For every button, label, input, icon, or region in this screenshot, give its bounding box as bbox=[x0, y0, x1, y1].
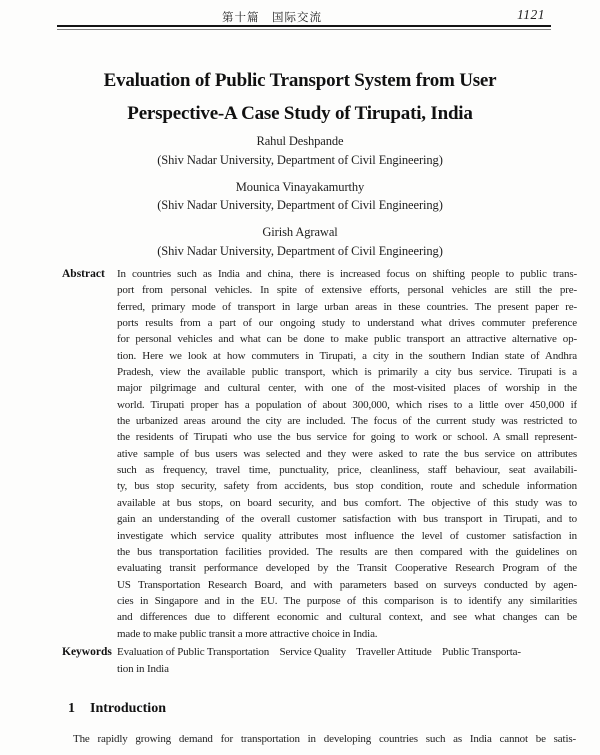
abstract-line: major pilgrimage and cultural center, with one of the most-visited places of worship in the bbox=[117, 382, 577, 395]
abstract-line: ative sample of bus users was selected and they were asked to rate the bus service on attributes bbox=[117, 447, 577, 460]
author-affiliation: (Shiv Nadar University, Department of Civil Engineering) bbox=[157, 198, 443, 213]
keywords-line2: tion in India bbox=[117, 663, 169, 675]
paper-title-line2: Perspective-A Case Study of Tirupati, India bbox=[127, 103, 473, 124]
page-number: 1121 bbox=[517, 7, 545, 22]
section-heading-introduction bbox=[68, 701, 166, 717]
abstract-line: Pradesh, view the available public transport, which is primarily a city bus service. Tirupati is a bbox=[117, 366, 577, 379]
abstract-line: the urbanized areas around the city are included. The focus of the current study was restricted to bbox=[117, 415, 577, 428]
author-name: Mounica Vinayakamurthy bbox=[235, 179, 365, 194]
abstract-line: gain an understanding of the overall customer satisfaction with bus transport in Tirupati, and to bbox=[117, 513, 577, 526]
paper-title-line1: Evaluation of Public Transport System from User bbox=[103, 70, 497, 91]
abstract-line: available at bus stops, on board security, and bus comfort. The objective of this study was to bbox=[117, 496, 577, 509]
author-name: Girish Agrawal bbox=[262, 225, 338, 240]
abstract-line: made to make public transit a more attractive choice in India. bbox=[117, 627, 378, 640]
abstract-line: In countries such as India and china, there is increased focus on shifting people to public trans- bbox=[117, 268, 577, 280]
abstract-line: such as frequency, travel time, punctuality, price, cleanliness, staff behaviour, seat availabili- bbox=[117, 464, 577, 477]
abstract-text bbox=[117, 266, 577, 642]
abstract-line: tion. Here we look at how commuters in Tirupati, a city in the southern Indian state of Andhra bbox=[117, 349, 577, 362]
introduction-first-line: The rapidly growing demand for transportation in developing countries such as India cannot be satis- bbox=[73, 733, 576, 745]
author-affiliation: (Shiv Nadar University, Department of Civil Engineering) bbox=[157, 152, 443, 167]
header-rule bbox=[57, 25, 551, 30]
abstract-line: the bus transportation facilities provided. The results are then compared with the guidelines on bbox=[117, 545, 577, 558]
keywords-line1: Evaluation of Public Transportation Service Quality Traveller Attitude Public Transporta- bbox=[117, 646, 521, 658]
author-affiliation: (Shiv Nadar University, Department of Civil Engineering) bbox=[157, 243, 443, 258]
abstract-line: ferred, primary mode of transport in large urban areas in these countries. The present paper re- bbox=[117, 300, 577, 313]
author-block bbox=[0, 132, 600, 169]
author-block bbox=[0, 223, 600, 260]
abstract-line: ports results from a part of our ongoing study to understand what drives commuter preference bbox=[117, 317, 577, 330]
author-list bbox=[0, 132, 600, 269]
abstract-line: ty, bus stop security, safety from accidents, bus stop condition, route and schedule information bbox=[117, 480, 577, 493]
abstract-line: for personal vehicles and what can be done to make public transport an attractive alternative op- bbox=[117, 333, 577, 346]
keywords-text bbox=[117, 644, 577, 678]
abstract-line: investigate which service quality attributes most influence the level of customer satisfaction in bbox=[117, 529, 577, 542]
abstract-line: evaluating transit performance developed by the Transit Cooperative Research Program of the bbox=[117, 562, 577, 575]
abstract-section bbox=[62, 266, 577, 642]
abstract-line: cies in Singapore and in the EU. The purpose of this comparison is to identify any similarities bbox=[117, 594, 577, 607]
abstract-line: and differences due to different economic and cultural context, and see what changes can be bbox=[117, 611, 577, 624]
section-title: Introduction bbox=[90, 701, 166, 716]
paper-title bbox=[0, 64, 600, 130]
abstract-line: world. Tirupati proper has a population of about 300,000, which rises to a little over 450,000 if bbox=[117, 398, 577, 411]
abstract-line: the residents of Tirupati who use the bus service for going to work or school. A small represent- bbox=[117, 431, 577, 444]
keywords-section bbox=[62, 644, 577, 678]
abstract-line: port from personal vehicles. In spite of extensive efforts, personal vehicles are still the pre- bbox=[117, 284, 577, 297]
abstract-line: US Transportation Research Board, and with parameters based on surveys conducted by agen- bbox=[117, 578, 577, 591]
section-number: 1 bbox=[68, 701, 75, 716]
abstract-label: Abstract bbox=[62, 268, 105, 280]
author-name: Rahul Deshpande bbox=[256, 134, 344, 148]
running-head-section: 第十篇 国际交流 bbox=[222, 12, 322, 24]
author-block bbox=[0, 178, 600, 215]
keywords-label: Keywords bbox=[62, 646, 112, 658]
